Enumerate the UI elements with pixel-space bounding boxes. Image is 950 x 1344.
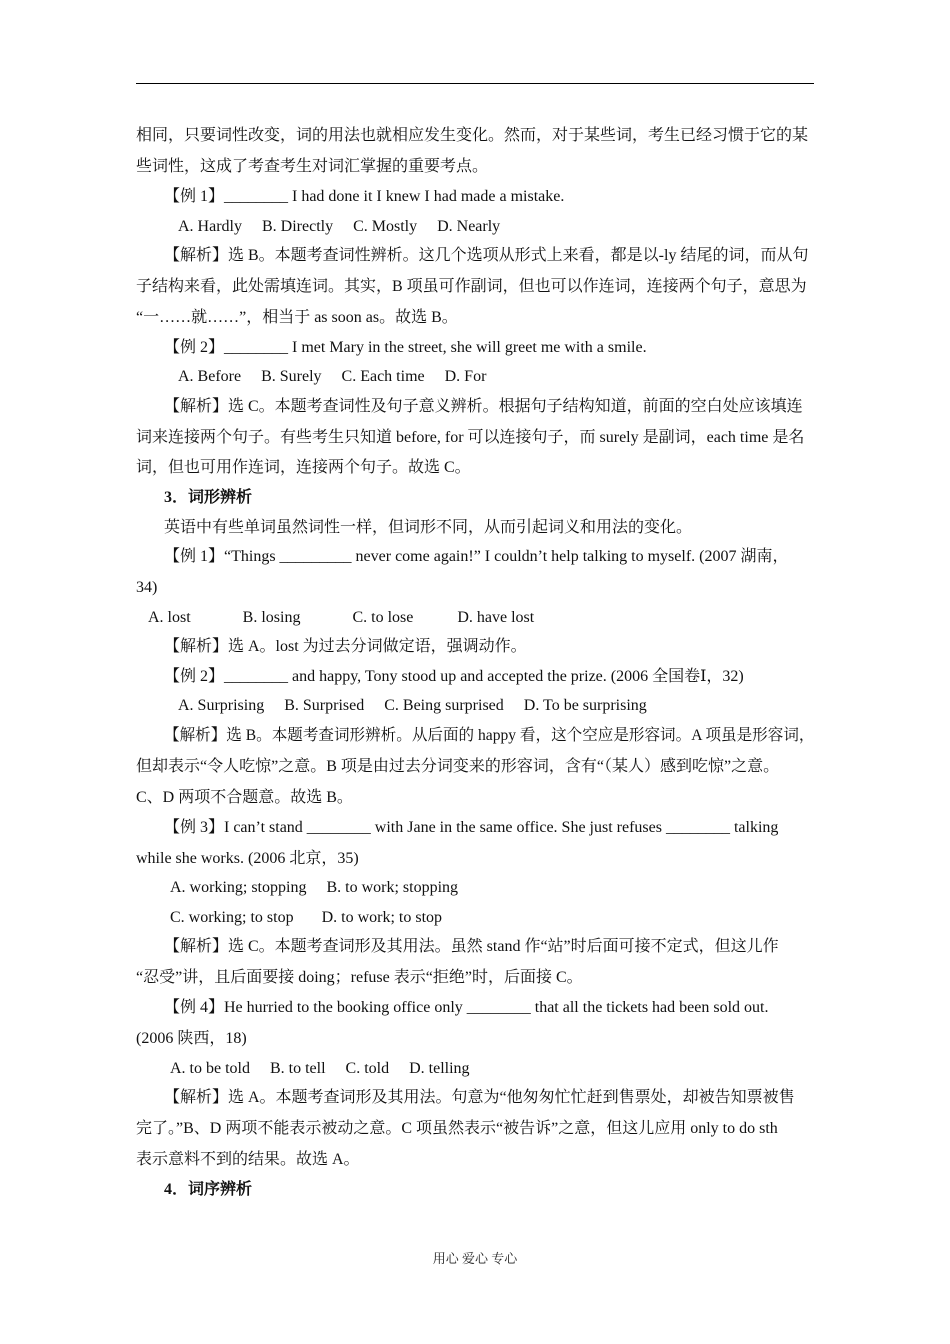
analysis-line: “一……就……”，相当于 as soon as。故选 B。 [136,309,458,326]
analysis-line: 【解析】选 B。本题考查词性辨析。这几个选项从形式上来看，都是以-ly 结尾的词，而从句 [164,247,809,264]
example-2-options: A. Surprising B. Surprised C. Being surprised D. To be surprising [178,697,647,714]
paragraph-line: 些词性，这成了考查考生对词汇掌握的重要考点。 [136,158,489,175]
analysis-line: 表示意料不到的结果。故选 A。 [136,1151,360,1168]
example-1-question: 【例 1】“Things _________ never come again!” I couldn’t help talking to myself. (2007 湖南， [164,548,789,565]
example-4-options: A. to be told B. to tell C. told D. telling [170,1060,470,1077]
paragraph-line: 相同，只要词性改变，词的用法也就相应发生变化。然而，对于某些词，考生已经习惯于它的某 [136,127,809,144]
analysis-line: 【解析】选 B。本题考查词形辨析。从后面的 happy 看，这个空应是形容词。A 项虽是形容词， [164,727,815,744]
analysis-line: 但却表示“令人吃惊”之意。B 项是由过去分词变来的形容词，含有“（某人）感到吃惊”之意。 [136,758,780,775]
analysis-line: 【解析】选 A。本题考查词形及其用法。句意为“他匆匆忙忙赶到售票处，却被告知票被售 [164,1089,795,1106]
paragraph-line: 34) [136,579,158,596]
analysis-line: 子结构来看，此处需填连词。其实，B 项虽可作副词，但也可以作连词，连接两个句子，意思为 [136,278,807,295]
analysis-line: 完了。”B、D 两项不能表示被动之意。C 项虽然表示“被告诉”之意，但这儿应用 only to do sth [136,1120,778,1137]
analysis-line: 【解析】选 C。本题考查词形及其用法。虽然 stand 作“站”时后面可接不定式，但这儿作 [164,938,779,955]
analysis-line: C、D 两项不合题意。故选 B。 [136,789,353,806]
paragraph-line: (2006 陕西，18) [136,1030,247,1047]
analysis-line: 词来连接两个句子。有些考生只知道 before, for 可以连接句子，而 surely 是副词，each time 是名 [136,429,805,446]
section-heading-4: 4．词序辨析 [164,1181,253,1198]
example-3-question: 【例 3】I can’t stand ________ with Jane in the same office. She just refuses ________ talking [164,819,779,836]
example-4-question: 【例 4】He hurried to the booking office only ________ that all the tickets had been sold out. [164,999,769,1016]
example-2-question: 【例 2】________ I met Mary in the street, she will greet me with a smile. [164,339,647,356]
section-heading-3: 3．词形辨析 [164,489,253,506]
example-3-options: A. working; stopping B. to work; stopping [170,879,459,896]
header-rule [136,83,814,84]
example-1-options: A. Hardly B. Directly C. Mostly D. Nearly [178,218,501,235]
analysis-line: 词，但也可用作连词，连接两个句子。故选 C。 [136,459,471,476]
example-2-question: 【例 2】________ and happy, Tony stood up and accepted the prize. (2006 全国卷Ⅰ，32) [164,668,744,685]
example-2-options: A. Before B. Surely C. Each time D. For [178,368,487,385]
analysis-line: “忍受”讲，且后面要接 doing；refuse 表示“拒绝”时，后面接 C。 [136,969,583,986]
paragraph-line: 英语中有些单词虽然词性一样，但词形不同，从而引起词义和用法的变化。 [164,519,693,536]
example-1-question: 【例 1】________ I had done it I knew I had made a mistake. [164,188,565,205]
page-footer: 用心 爱心 专心 [432,1251,518,1266]
analysis-line: 【解析】选 A。lost 为过去分词做定语，强调动作。 [164,638,527,655]
example-1-options: A. lost B. losing C. to lose D. have lost [148,609,535,626]
analysis-line: 【解析】选 C。本题考查词性及句子意义辨析。根据句子结构知道，前面的空白处应该填连 [164,398,803,415]
example-3-options: C. working; to stop D. to work; to stop [170,909,443,926]
paragraph-line: while she works. (2006 北京，35) [136,850,359,867]
